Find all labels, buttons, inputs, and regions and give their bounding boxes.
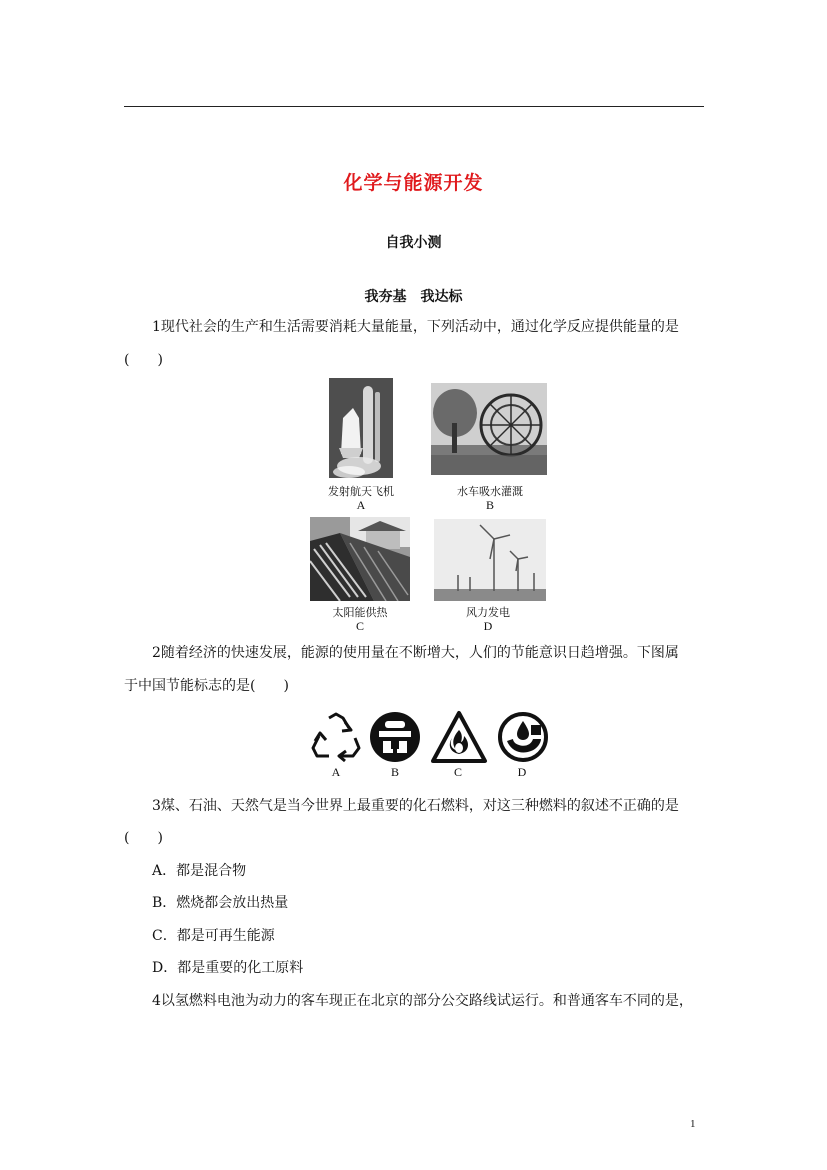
q2-option-c-letter: C (453, 765, 462, 779)
q2-text-line1: 2随着经济的快速发展，能源的使用量在不断增大，人们的节能意识日趋增强。下图属 (152, 645, 679, 661)
flammable-warning-icon (430, 710, 488, 764)
page-title: 化学与能源开发 (343, 172, 484, 194)
water-saving-icon (497, 711, 549, 763)
subsection-heading: 我夯基 我达标 (364, 289, 463, 305)
section-heading: 自我小测 (385, 235, 442, 251)
q3-option-b: B．燃烧都会放出热量 (152, 895, 289, 911)
q3-text-line1: 3煤、石油、天然气是当今世界上最重要的化石燃料，对这三种燃料的叙述不正确的是 (152, 798, 679, 814)
page-number: 1 (690, 1118, 696, 1130)
q4-text-line1: 4以氢燃料电池为动力的客车现正在北京的部分公交路线试运行。和普通客车不同的是， (152, 993, 693, 1009)
q2-option-b-letter: B (390, 765, 399, 779)
q3-option-c: C．都是可再生能源 (152, 928, 275, 944)
q3-option-a: A．都是混合物 (152, 863, 247, 879)
q1-text-line2: ( ) (124, 352, 163, 368)
q1-option-d-caption: 风力发电 (466, 606, 510, 619)
q2-text-line2: 于中国节能标志的是( ) (124, 678, 289, 694)
q1-option-a-caption: 发射航天飞机 (328, 485, 394, 498)
q3-option-d: D．都是重要的化工原料 (152, 960, 304, 976)
energy-saving-icon (369, 711, 421, 763)
space-shuttle-photo (329, 378, 393, 478)
q1-option-a-letter: A (356, 498, 366, 512)
solar-panel-photo (310, 517, 410, 601)
q2-option-d-letter: D (517, 765, 527, 779)
q1-text-line1: 1现代社会的生产和生活需要消耗大量能量，下列活动中，通过化学反应提供能量的是 (152, 319, 679, 335)
recycle-icon (309, 710, 363, 764)
q1-option-c-caption: 太阳能供热 (332, 606, 388, 619)
q1-option-b-caption: 水车吸水灌溉 (457, 485, 523, 498)
q3-text-line2: ( ) (124, 830, 163, 846)
q1-option-c-letter: C (355, 619, 364, 633)
q1-option-d-letter: D (483, 619, 493, 633)
header-rule (124, 106, 704, 107)
q2-option-a-letter: A (331, 765, 341, 779)
q1-option-b-letter: B (485, 498, 494, 512)
water-wheel-photo (431, 383, 547, 475)
wind-turbine-photo (434, 519, 546, 601)
